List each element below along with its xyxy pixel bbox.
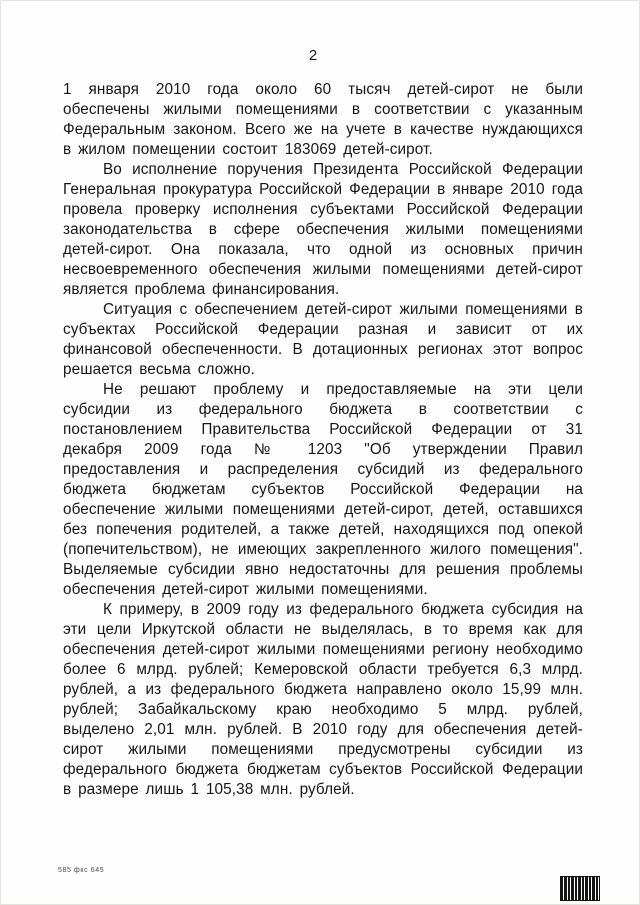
barcode	[560, 876, 600, 901]
paragraph: Не решают проблему и предоставляемые на эти цели субсидии из федерального бюджета в соответствии с постановлением Правительства Российской Федерации от 31 декабря 2009 года № 1203 "Об утверждении Правил предоставления и распределения субсидий из федерального бюджета бюджетам субъектов Российской Федерации на обеспечение жилыми помещениями детей-сирот, детей, оставшихся без попечения родителей, а также детей, находящихся под опекой (попечительством), не имеющих закрепленного жилого помещения". Выделяемые субсидии явно недостаточны для решения проблемы обеспечения детей-сирот жилыми помещениями.	[63, 381, 583, 598]
paragraph: Ситуация с обеспечением детей-сирот жилыми помещениями в субъектах Российской Федерации разная и зависит от их финансовой обеспеченности. В дотационных регионах этот вопрос решается весьма сложно.	[63, 301, 583, 378]
document-body	[63, 80, 583, 800]
paragraph: 1 января 2010 года около 60 тысяч детей-сирот не были обеспечены жилыми помещениями в соответствии с указанным Федеральным законом. Всего же на учете в качестве нуждающихся в жилом помещении состоит 183069 детей-сирот.	[63, 81, 583, 158]
page-number: 2	[308, 47, 318, 64]
paragraph: К примеру, в 2009 году из федерального бюджета субсидия на эти цели Иркутской области не выделялась, в то время как для обеспечения детей-сирот жилыми помещениями региону необходимо более 6 млрд. рублей; Кемеровской области требуется 6,3 млрд. рублей, а из федерального бюджета направлено около 15,99 млн. рублей; Забайкальскому краю необходимо 5 млрд. рублей, выделено 2,01 млн. рублей. В 2010 году для обеспечения детей-сирот жилыми помещениями предусмотрены субсидии из федерального бюджета бюджетам субъектов Российской Федерации в размере лишь 1 105,38 млн. рублей.	[63, 601, 583, 798]
paragraph: Во исполнение поручения Президента Российской Федерации Генеральная прокуратура Российской Федерации в январе 2010 года провела проверку исполнения субъектами Российской Федерации законодательства в сфере обеспечения жилыми помещениями детей-сирот. Она показала, что одной из основных причин несвоевременного обеспечения жилыми помещениями детей-сирот является проблема финансирования.	[63, 161, 583, 298]
footer-code: 585 фкс 645	[58, 867, 105, 874]
